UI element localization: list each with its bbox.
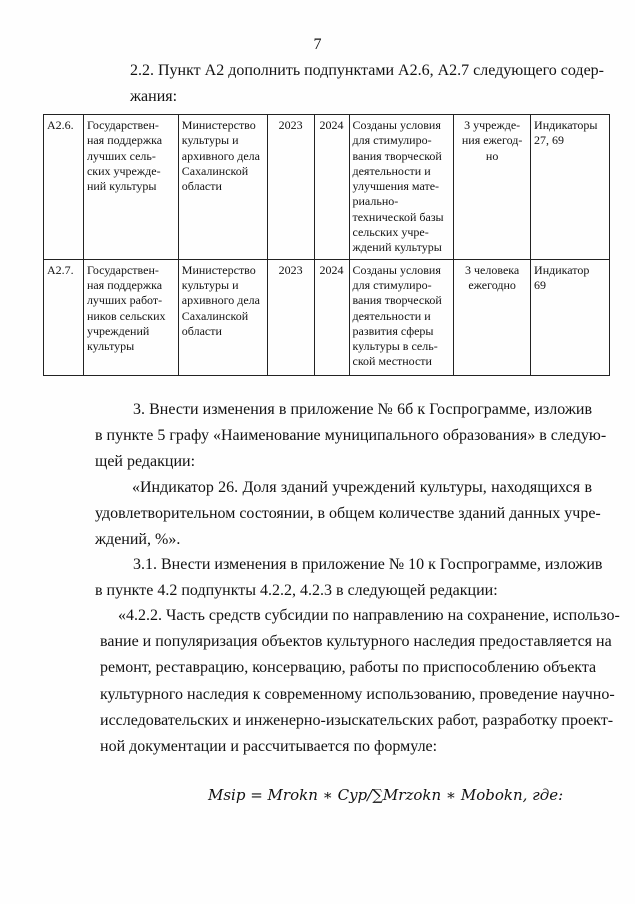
page-number: 7: [313, 36, 322, 53]
cell-line: лучших работ-: [86, 293, 163, 308]
cell-end-year: 2024: [314, 115, 349, 260]
cell-line: культуры и: [181, 277, 239, 292]
cell-line: вания творческой: [352, 148, 442, 163]
text-line: 3.1. Внести изменения в приложение № 10 к Госпрограмме, изложив: [133, 556, 603, 573]
text-line: ремонт, реставрацию, консервацию, работы по приспособлению объекта: [100, 659, 597, 677]
cell-line: Индикаторы: [534, 118, 598, 132]
cell-name: [83, 115, 178, 260]
cell-line: улучшения мате-: [352, 179, 440, 194]
text-line: в пункте 5 графу «Наименование муниципального образования» в следую-: [95, 427, 607, 445]
cell-line: 3 учрежде-: [464, 118, 521, 132]
cell-line: развития сферы: [352, 323, 434, 338]
text-line: щей редакции:: [95, 453, 196, 471]
text-line: в пункте 4.2 подпункты 4.2.2, 4.2.3 в следующей редакции:: [95, 582, 498, 600]
cell-line: Министерство: [181, 262, 256, 277]
cell-line: ников сельских: [86, 308, 166, 323]
cell-line: Министерство: [181, 118, 256, 132]
paragraph-4-2-2: [100, 603, 620, 760]
table-row: [44, 115, 610, 260]
text-line: «4.2.2. Часть средств субсидии по направлению на сохранение, использо-: [118, 607, 620, 624]
cell-line: Сахалинской: [181, 163, 249, 178]
text-line: ждений, %».: [95, 531, 181, 549]
cell-line: вания творческой: [352, 293, 442, 308]
cell-end-year: 2024: [314, 259, 349, 375]
cell-line: культуры в сель-: [352, 339, 438, 354]
cell-line: Государствен-: [86, 118, 159, 132]
cell-code: А2.6.: [44, 115, 84, 260]
cell-volume: [454, 259, 531, 375]
cell-line: 27, 69: [534, 133, 565, 148]
cell-volume: [454, 115, 531, 260]
cell-line: 3 человека: [465, 262, 520, 277]
cell-line: Государствен-: [86, 262, 159, 277]
measures-table: [43, 114, 610, 376]
paragraph-2-2: [130, 58, 604, 110]
cell-line: ждений культуры: [352, 240, 442, 255]
cell-line: риально-: [352, 194, 399, 209]
cell-line: ской местности: [352, 354, 432, 369]
cell-line: архивного дела: [181, 148, 260, 163]
cell-line: для стимулиро-: [352, 133, 432, 148]
text-line: удовлетворительном состоянии, в общем количестве зданий данных учре-: [95, 505, 601, 523]
cell-line: Индикатор: [534, 262, 590, 277]
text-line: культурного наследия к современному использованию, проведение научно-: [100, 685, 615, 703]
text-line: исследовательских и инженерно-изыскательских работ, разработку проект-: [100, 711, 614, 729]
cell-line: ная поддержка: [86, 133, 163, 148]
cell-line: ния ежегод-: [461, 133, 523, 148]
cell-line: лучших сель-: [86, 148, 156, 163]
cell-indicator: [531, 259, 610, 375]
text-line: «Индикатор 26. Доля зданий учреждений культуры, находящихся в: [132, 479, 592, 496]
cell-line: Созданы условия: [352, 118, 441, 132]
table-row: [44, 259, 610, 375]
paragraph-3-1: [95, 552, 603, 604]
cell-code: А2.7.: [44, 259, 84, 375]
cell-line: Сахалинской: [181, 308, 249, 323]
text-line: ной документации и рассчитывается по формуле:: [100, 738, 438, 756]
cell-line: для стимулиро-: [352, 277, 432, 292]
formula: Msip = Mrokn ∗ Cyp/∑Mrzokn ∗ Mobokn, где:: [208, 786, 564, 804]
cell-start-year: 2023: [267, 259, 314, 375]
cell-line: ежегодно: [468, 277, 516, 292]
cell-result: [349, 259, 454, 375]
cell-line: сельских учре-: [352, 225, 429, 240]
cell-line: деятельности и: [352, 308, 431, 323]
text-line: вание и популяризация объектов культурного наследия предоставляется на: [100, 633, 612, 651]
cell-line: учреждений: [86, 323, 150, 338]
cell-line: Созданы условия: [352, 262, 441, 277]
cell-name: [83, 259, 178, 375]
cell-line: ная поддержка: [86, 277, 163, 292]
cell-indicator: [531, 115, 610, 260]
cell-line: культуры: [86, 339, 135, 354]
paragraph-3: [95, 397, 607, 476]
paragraph-indicator-26: [95, 475, 601, 554]
cell-line: ских учрежде-: [86, 163, 161, 178]
text-line: 2.2. Пункт А2 дополнить подпунктами А2.6, А2.7 следующего содер-: [130, 62, 604, 79]
cell-line: ний культуры: [86, 179, 157, 194]
text-line: 3. Внести изменения в приложение № 6б к Госпрограмме, изложив: [133, 401, 592, 418]
cell-start-year: 2023: [267, 115, 314, 260]
cell-line: 69: [534, 277, 547, 292]
cell-line: архивного дела: [181, 293, 260, 308]
cell-line: но: [485, 148, 499, 163]
cell-executor: [178, 115, 267, 260]
cell-result: [349, 115, 454, 260]
cell-line: деятельности и: [352, 163, 431, 178]
text-line: жания:: [130, 88, 178, 106]
cell-line: области: [181, 323, 222, 338]
cell-line: культуры и: [181, 133, 239, 148]
cell-executor: [178, 259, 267, 375]
cell-line: технической базы: [352, 209, 444, 224]
cell-line: области: [181, 179, 222, 194]
